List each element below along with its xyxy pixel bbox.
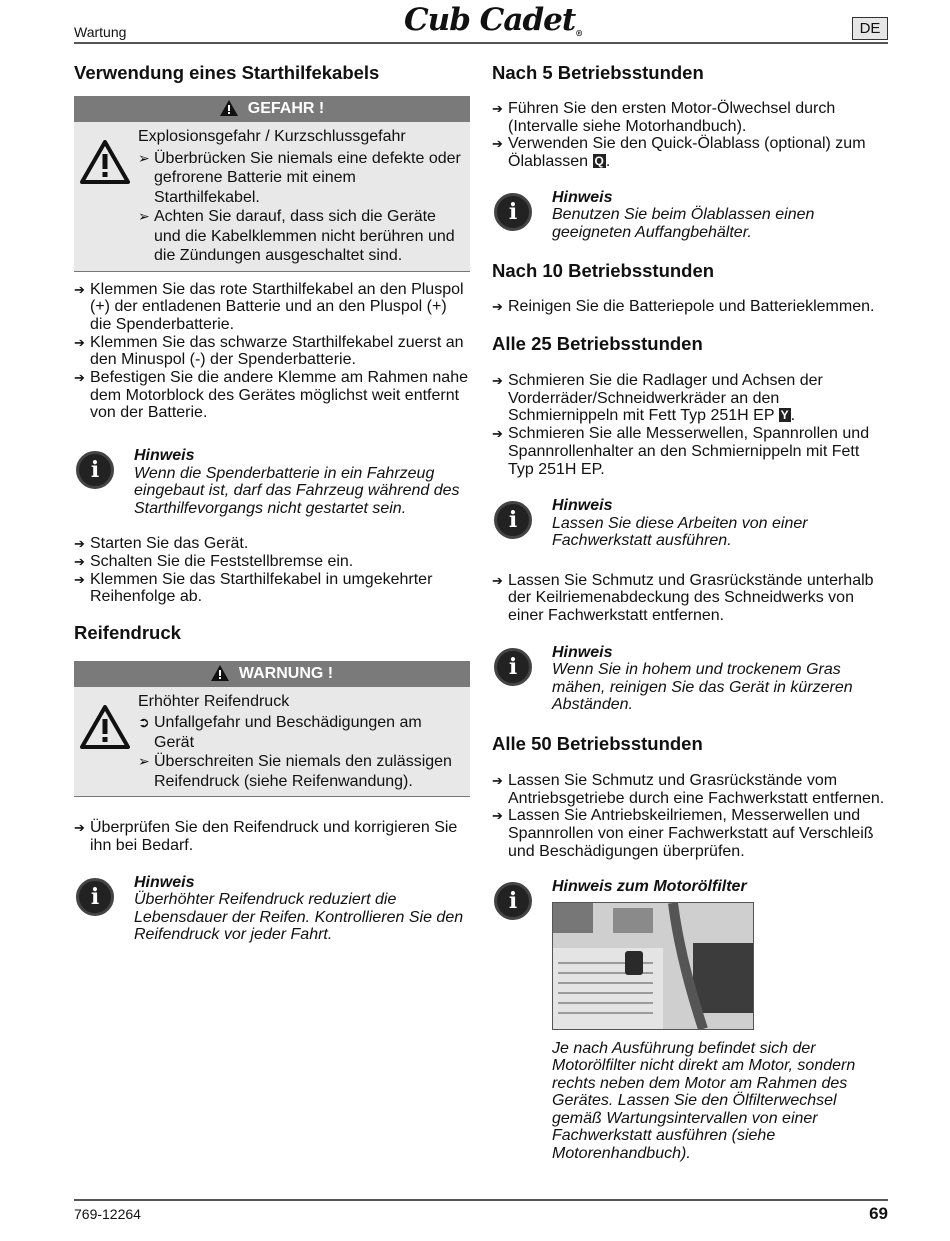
steps-10-hours — [492, 298, 888, 316]
callout-key: Q — [594, 154, 604, 169]
list-item: ➔ Schmieren Sie alle Messerwellen, Spannrollen und Spannrollenhalter an den Schmiernippeln mit Fett Typ 251H EP. — [492, 425, 870, 478]
info-icon: i — [494, 882, 532, 920]
list-item: ➔ Überprüfen Sie den Reifendruck und korrigieren Sie ihn bei Bedarf. — [74, 819, 458, 855]
danger-item: ➢ Überbrücken Sie niemals eine defekte oder gefrorene Batterie mit einem Starthilfekabel. — [138, 149, 461, 206]
right-column — [492, 62, 888, 1162]
arrow-right-icon: ➔ — [74, 536, 85, 552]
info-icon: i — [494, 648, 532, 686]
arrow-right-icon: ➔ — [492, 808, 503, 824]
arrow-right-icon: ➔ — [74, 370, 85, 386]
list-item: ➔ Führen Sie den ersten Motor-Ölwechsel durch (Intervalle siehe Motorhandbuch). — [492, 100, 836, 135]
curved-arrow-icon: ➲ — [138, 714, 150, 731]
list-item: ➔ Lassen Sie Schmutz und Grasrückstände vom Antriebsgetriebe durch eine Fachwerkstatt entfernen. — [492, 771, 885, 807]
heading-10-hours: Nach 10 Betriebsstunden — [492, 260, 715, 282]
note-box — [492, 497, 888, 550]
brand-logo: Cub Cadet® — [404, 2, 583, 38]
danger-heading: Explosionsgefahr / Kurzschlussgefahr — [138, 128, 406, 145]
arrow-right-icon: ➔ — [492, 299, 503, 315]
note-body: Überhöhter Reifendruck reduziert die Lebensdauer der Reifen. Kontrollieren Sie den Reifendruck vor jeder Fahrt. — [134, 891, 464, 944]
heading-50-hours: Alle 50 Betriebsstunden — [492, 732, 703, 754]
list-item: ➔ Starten Sie das Gerät. — [74, 535, 249, 553]
list-item: ➔ Lassen Sie Antriebskeilriemen, Messerwellen und Spannrollen von einer Fachwerkstatt auf Verschleiß und Beschädigungen überprüfen. — [492, 807, 874, 860]
list-item: ➔ Lassen Sie Schmutz und Grasrückstände unterhalb der Keilriemenabdeckung des Schneidwerks von einer Fachwerkstatt entfernen. — [492, 571, 874, 625]
list-item: ➔ Reinigen Sie die Batteriepole und Batterieklemmen. — [492, 298, 875, 316]
steps-50-hours — [492, 772, 888, 861]
heading-tire-pressure: Reifendruck — [74, 621, 181, 643]
chevron-right-icon: ➢ — [138, 149, 150, 166]
oil-filter-photo — [552, 902, 754, 1030]
arrow-right-icon: ➔ — [492, 772, 503, 788]
list-item: ➔ Befestigen Sie die andere Klemme am Rahmen nahe dem Motorblock des Gerätes möglichst weit entfernt von der Batterie. — [74, 369, 468, 422]
page-number: 69 — [869, 1204, 888, 1223]
list-item: ➔ Verwenden Sie den Quick-Ölablass (optional) zum Ölablassen Q . — [492, 135, 866, 171]
warning-heading: Erhöhter Reifendruck — [138, 692, 290, 710]
info-icon: i — [494, 501, 532, 539]
note-body: Lassen Sie diese Arbeiten von einer Fachwerkstatt ausführen. — [552, 514, 808, 550]
warning-box — [74, 661, 470, 798]
chevron-right-icon: ➢ — [138, 208, 150, 224]
warning-label-bar: WARNUNG ! — [74, 661, 470, 687]
info-icon: i — [76, 878, 114, 916]
list-item: ➔ Klemmen Sie das schwarze Starthilfekabel zuerst an den Minuspol (-) der Spenderbatterie. — [74, 333, 464, 369]
arrow-right-icon: ➔ — [74, 571, 85, 587]
jump-start-steps — [74, 281, 470, 423]
arrow-right-icon: ➔ — [492, 101, 503, 116]
note-body: Wenn die Spenderbatterie in ein Fahrzeug eingebaut ist, darf das Fahrzeug während des Starthilfevorgangs nicht gestartet sein. — [134, 464, 460, 517]
document-number: 769-12264 — [74, 1206, 141, 1222]
note-box — [74, 447, 470, 517]
heading-jump-start: Verwendung eines Starthilfekabels — [74, 62, 380, 83]
arrow-right-icon: ➔ — [492, 426, 503, 442]
footer-rule — [74, 1199, 888, 1201]
arrow-right-icon: ➔ — [492, 373, 503, 389]
note-title: Hinweis — [552, 188, 613, 206]
list-item: ➔ Schalten Sie die Feststellbremse ein. — [74, 552, 354, 570]
note-body: Benutzen Sie beim Ölablassen einen geeigneten Auffangbehälter. — [552, 206, 815, 241]
arrow-right-icon: ➔ — [74, 281, 85, 297]
header-rule — [74, 42, 888, 44]
language-badge: DE — [852, 17, 888, 40]
danger-body — [74, 122, 470, 271]
note-box-oil-filter — [492, 878, 888, 1162]
steps-5-hours — [492, 100, 888, 171]
danger-box — [74, 96, 470, 272]
danger-item: ➢ Achten Sie darauf, dass sich die Geräte und die Kabelklemmen nicht berühren und die Zündungen ausgeschaltet sind. — [138, 208, 455, 264]
steps-25-hours-2 — [492, 572, 888, 625]
chevron-right-icon: ➢ — [138, 753, 150, 770]
heading-5-hours: Nach 5 Betriebsstunden — [492, 62, 704, 83]
info-icon: i — [76, 451, 114, 489]
list-item: ➔ Schmieren Sie die Radlager und Achsen der Vorderräder/Schneidwerkräder an den Schmiernippeln mit Fett Typ 251H EP Y . — [492, 372, 823, 425]
note-title: Hinweis zum Motorölfilter — [552, 878, 747, 896]
warning-item: ➢ Überschreiten Sie niemals den zulässigen Reifendruck (siehe Reifenwandung). — [138, 753, 452, 790]
arrow-right-icon: ➔ — [492, 136, 503, 152]
note-title: Hinweis — [134, 447, 195, 465]
left-column — [74, 62, 470, 944]
note-title: Hinweis — [552, 643, 613, 661]
warning-body — [74, 687, 470, 797]
list-item: ➔ Klemmen Sie das Starthilfekabel in umgekehrter Reihenfolge ab. — [74, 570, 433, 606]
callout-key: Y — [780, 408, 789, 423]
note-box — [492, 189, 888, 242]
arrow-right-icon: ➔ — [74, 334, 85, 350]
list-item: ➔ Klemmen Sie das rote Starthilfekabel an den Pluspol (+) der entladenen Batterie und an den Pluspol (+) die Spenderbatterie. — [74, 280, 464, 333]
hazard-triangle-icon — [80, 140, 130, 190]
note-box — [74, 874, 470, 944]
info-icon: i — [494, 193, 532, 231]
hazard-triangle-icon — [80, 705, 130, 755]
arrow-right-icon: ➔ — [74, 820, 85, 836]
note-body: Je nach Ausführung befindet sich der Motorölfilter nicht direkt am Motor, sondern rechts neben dem Motor am Rahmen des Gerätes. Lassen Sie den Ölfilterwechsel gemäß Wartungsintervallen von einer Fachwerkstatt ausführen (siehe Motorenhandbuch). — [552, 1039, 856, 1162]
note-box — [492, 644, 888, 714]
note-title: Hinweis — [134, 873, 195, 891]
arrow-right-icon: ➔ — [74, 553, 85, 569]
jump-start-steps-2 — [74, 535, 470, 606]
steps-25-hours — [492, 372, 888, 478]
arrow-right-icon: ➔ — [492, 572, 503, 588]
danger-label-bar: GEFAHR ! — [74, 96, 470, 122]
note-body: Wenn Sie in hohem und trockenem Gras mähen, reinigen Sie das Gerät in kürzeren Abständen. — [552, 661, 853, 714]
warning-consequence: ➲ Unfallgefahr und Beschädigungen am Gerät — [138, 714, 422, 751]
heading-25-hours: Alle 25 Betriebsstunden — [492, 333, 703, 355]
tire-steps — [74, 819, 470, 854]
section-title: Wartung — [74, 24, 127, 40]
note-title: Hinweis — [552, 497, 613, 515]
